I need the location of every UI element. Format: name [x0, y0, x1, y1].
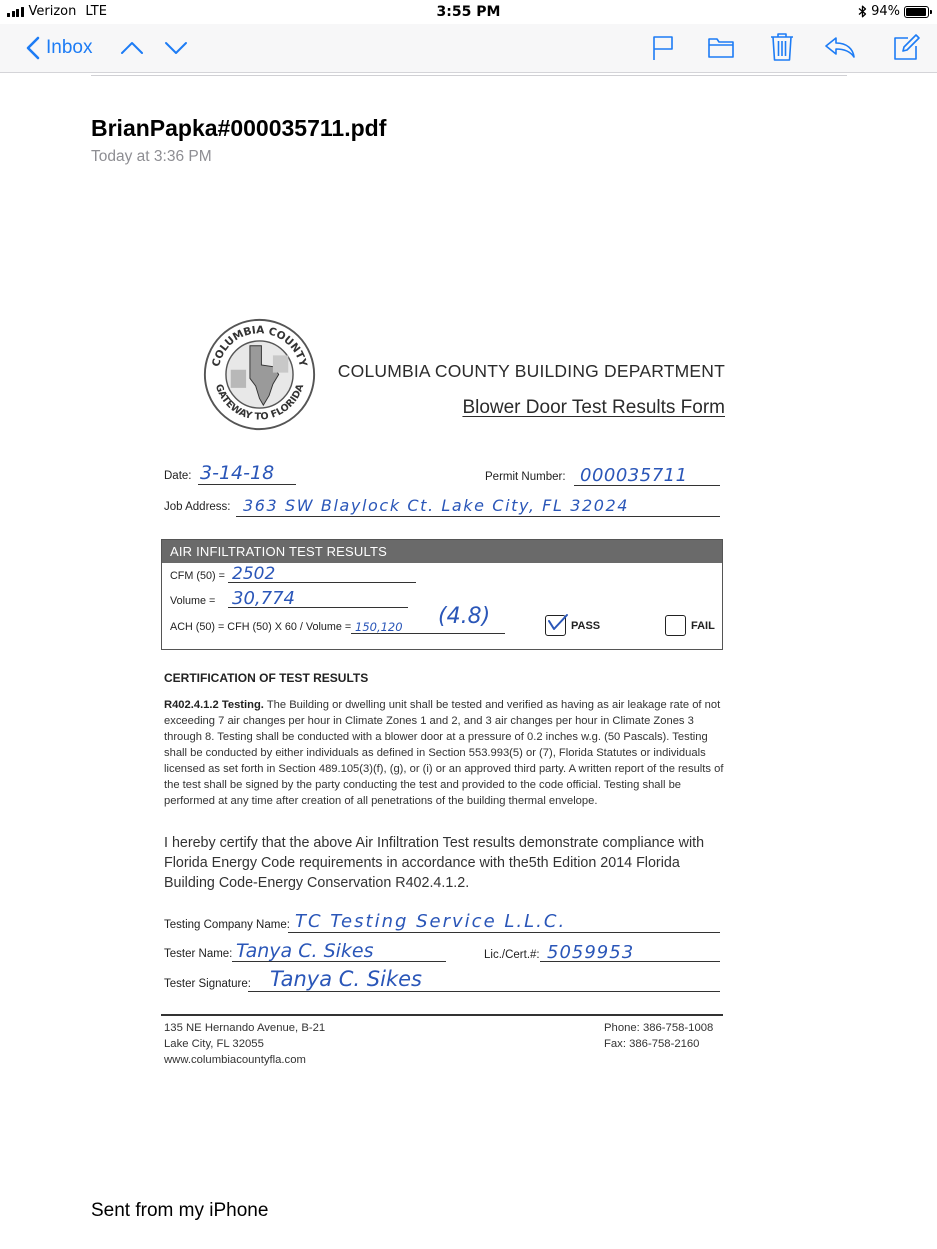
- trash-icon: [770, 32, 794, 62]
- battery-percent: 94%: [871, 4, 900, 19]
- ach-value: 150,120: [355, 620, 403, 634]
- job-address-value: 363 SW Blaylock Ct. Lake City, FL 32024: [243, 496, 630, 515]
- date-line: [198, 484, 296, 485]
- certification-heading: CERTIFICATION OF TEST RESULTS: [164, 671, 369, 685]
- previous-message-button[interactable]: [120, 41, 144, 55]
- checkmark-icon: [545, 613, 569, 633]
- testing-company-label: Testing Company Name:: [164, 919, 290, 931]
- carrier-name: Verizon: [28, 4, 77, 19]
- cfm-value: 2502: [232, 564, 276, 584]
- date-value: 3-14-18: [200, 462, 275, 484]
- testing-company-value: TC Testing Service L.L.C.: [295, 911, 567, 932]
- flag-icon: [652, 35, 674, 61]
- department-phone: Phone: 386-758-1008: [604, 1022, 714, 1034]
- compose-button[interactable]: [893, 33, 921, 61]
- ach-label: ACH (50) = CFH (50) X 60 / Volume =: [170, 621, 352, 633]
- ach-result: (4.8): [438, 604, 491, 629]
- fail-label: FAIL: [691, 620, 715, 632]
- tester-signature-line: [248, 991, 720, 992]
- svg-text:GATEWAY TO FLORIDA: GATEWAY TO FLORIDA: [212, 382, 307, 423]
- form-title: Blower Door Test Results Form: [462, 397, 725, 418]
- chevron-left-icon: [26, 36, 40, 60]
- address-line-1: 135 NE Hernando Avenue, B-21: [164, 1022, 326, 1034]
- network-type: LTE: [85, 4, 107, 19]
- address-line-2: Lake City, FL 32055: [164, 1038, 264, 1050]
- chevron-down-icon: [164, 41, 188, 55]
- tester-name-label: Tester Name:: [164, 948, 233, 960]
- volume-label: Volume =: [170, 595, 216, 607]
- department-contact: [604, 1020, 713, 1052]
- tester-signature-label: Tester Signature:: [164, 978, 251, 990]
- department-website: www.columbiacountyfla.com: [164, 1054, 306, 1066]
- flag-button[interactable]: [652, 35, 674, 61]
- department-address: [164, 1020, 325, 1068]
- certification-text: [164, 697, 726, 809]
- testing-company-line: [288, 932, 720, 933]
- certification-code: R402.4.1.2 Testing.: [164, 699, 264, 711]
- tester-signature: Tanya C. Sikes: [270, 967, 422, 991]
- status-right: [858, 4, 929, 19]
- department-fax: Fax: 386-758-2160: [604, 1038, 700, 1050]
- tester-name-value: Tanya C. Sikes: [236, 940, 374, 962]
- move-to-folder-button[interactable]: [708, 36, 734, 58]
- battery-icon: [904, 6, 929, 18]
- back-to-inbox-button[interactable]: [26, 36, 92, 60]
- cfm-label: CFM (50) =: [170, 570, 225, 582]
- form-footer-rule: [161, 1014, 723, 1016]
- mail-toolbar: [0, 24, 937, 73]
- lic-cert-label: Lic./Cert.#:: [484, 949, 540, 961]
- folder-icon: [708, 36, 734, 58]
- message-subject: BrianPapka#000035711.pdf: [91, 115, 387, 141]
- svg-text:COLUMBIA COUNTY: COLUMBIA COUNTY: [210, 324, 309, 369]
- header-divider: [91, 75, 847, 76]
- status-bar: [0, 0, 937, 24]
- status-time: 3:55 PM: [436, 4, 501, 20]
- battery-level-fill: [906, 8, 926, 16]
- reply-icon: [824, 36, 856, 58]
- certification-paragraph: The Building or dwelling unit shall be tested and verified as having as air leakage rate of not exceeding 7 air changes per hour in Climate Zones 1 and 2, and 3 air changes per hour in Climate Zones 3 through 8. Testing shall be conducted with a blower door at a pressure of 0.2 inches w.g. (50 Pascals). Testing shall be conducted by either individuals as defined in Section 553.993(5) or (7), Florida Statutes or individuals licensed as set forth in Section 489.105(3)(f), (g), or (i) or an approved third party. A written report of the results of the test shall be signed by the party conducting the test and provided to the code official. Testing shall be performed at any time after creation of all penetrations of the building thermal envelope.: [164, 699, 724, 807]
- air-infiltration-section: [161, 539, 723, 650]
- permit-value: 000035711: [580, 465, 688, 486]
- volume-value: 30,774: [232, 588, 295, 609]
- job-address-line: [236, 516, 720, 517]
- fail-checkbox[interactable]: [665, 615, 686, 636]
- next-message-button[interactable]: [164, 41, 188, 55]
- email-signature: Sent from my iPhone: [91, 1200, 269, 1221]
- message-date: Today at 3:36 PM: [91, 148, 212, 165]
- date-label: Date:: [164, 470, 192, 482]
- certify-statement: I hereby certify that the above Air Infiltration Test results demonstrate compliance with Florida Energy Code requirements in accordance with the5th Edition 2014 Florida Building Code-Energy Conservation R402.4.1.2.: [164, 835, 705, 891]
- permit-label: Permit Number:: [485, 471, 566, 483]
- compose-icon: [893, 33, 921, 61]
- back-button-label: Inbox: [46, 37, 93, 58]
- air-infiltration-header: AIR INFILTRATION TEST RESULTS: [162, 540, 722, 563]
- pdf-attachment[interactable]: [140, 305, 745, 1100]
- pass-label: PASS: [571, 620, 601, 632]
- bluetooth-icon: [858, 5, 867, 18]
- delete-button[interactable]: [770, 32, 794, 62]
- lic-cert-value: 5059953: [547, 942, 635, 963]
- reply-button[interactable]: [824, 36, 856, 58]
- job-address-label: Job Address:: [164, 501, 231, 513]
- department-name: COLUMBIA COUNTY BUILDING DEPARTMENT: [337, 361, 725, 381]
- county-seal-logo: [202, 317, 317, 432]
- pass-checkbox[interactable]: [545, 615, 566, 636]
- chevron-up-icon: [120, 41, 144, 55]
